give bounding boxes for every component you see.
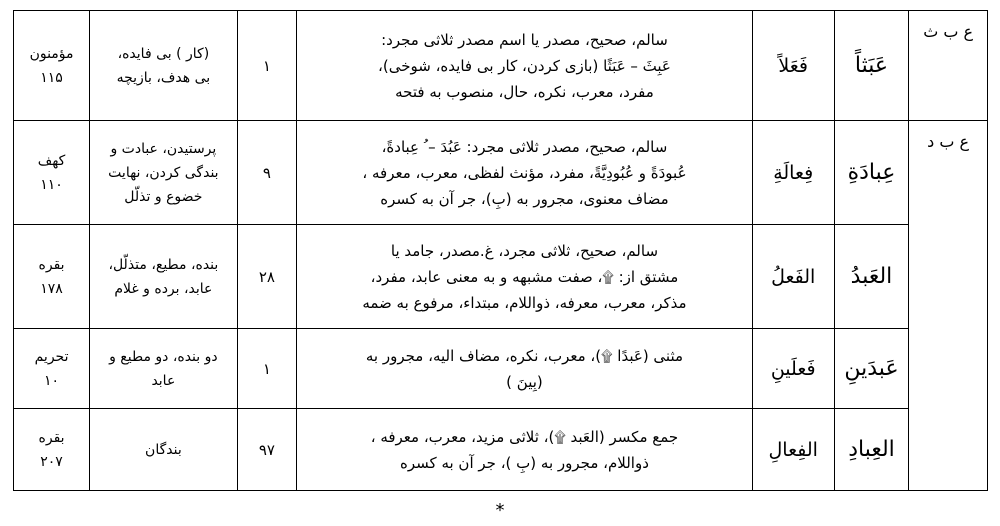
reference-verse: ۱۱۵: [40, 69, 63, 86]
description-line: جمع مکسر (العَبد ۩)، ثلاثی مزید، معرب، معرفه ،: [370, 427, 679, 446]
reference-surah: کهف: [37, 152, 66, 169]
meaning-cell: [90, 121, 238, 225]
meaning-line: بی هدف، بازیچه: [116, 69, 211, 86]
meaning-line: بنده، مطیع، متذلّل،: [108, 256, 219, 273]
table-row: [14, 11, 988, 121]
count-cell: ۱: [237, 329, 297, 409]
meaning-line: دو بنده، دو مطیع و: [109, 348, 218, 365]
reference-surah: بقره: [38, 256, 65, 273]
description-cell: [297, 409, 752, 491]
count-cell: ۲۸: [237, 225, 297, 329]
word-cell: عَبَثاً: [834, 11, 909, 121]
description-line: مثنی (عَبدًا ۩)، معرب، نکره، مضاف الیه، مجرور به: [365, 346, 684, 365]
pattern-cell: الفَعلُ: [752, 225, 834, 329]
reference-verse: ۲۰۷: [40, 453, 63, 470]
pattern-cell: فَعَلاً: [752, 11, 834, 121]
description-cell: [297, 329, 752, 409]
meaning-cell: [90, 11, 238, 121]
description-line: مفرد، معرب، نکره، حال، منصوب به فتحه: [395, 82, 654, 101]
description-line: سالم، صحیح، ثلاثی مجرد، غ.مصدر، جامد یا: [390, 241, 659, 260]
table-row: [14, 225, 988, 329]
count-cell: ۱: [237, 11, 297, 121]
meaning-cell: [90, 409, 238, 491]
meaning-line: خضوع و تذلّل: [124, 188, 203, 205]
reference-surah: بقره: [38, 429, 65, 446]
reference-cell: [14, 11, 90, 121]
reference-cell: [14, 409, 90, 491]
footnote-marker: *: [495, 500, 505, 521]
description-line: مضاف معنوی، مجرور به (بِ)، جر آن به کسره: [380, 189, 669, 208]
description-cell: [297, 225, 752, 329]
description-line: ذواللام، مجرور به (بِ )، جر آن به کسره: [400, 453, 649, 472]
table-row: [14, 409, 988, 491]
meaning-line: (کار ) بی فایده،: [117, 45, 210, 62]
word-cell: عَبدَینِ: [834, 329, 909, 409]
reference-surah: تحریم: [34, 348, 69, 365]
table-row: [14, 329, 988, 409]
description-cell: [297, 11, 752, 121]
count-cell: ۹۷: [237, 409, 297, 491]
description-line: سالم، صحیح، مصدر یا اسم مصدر ثلاثی مجرد:: [381, 30, 668, 49]
reference-verse: ۱۱۰: [40, 176, 63, 193]
reference-surah: مؤمنون: [29, 45, 74, 62]
root-cell: ع ب ث: [909, 11, 988, 121]
table-row: [14, 121, 988, 225]
description-line: مذکر، معرب، معرفه، ذواللام، مبتداء، مرفوع به ضمه: [362, 293, 687, 312]
description-line: (بِینَ ): [506, 372, 543, 391]
reference-verse: ۱۰: [44, 372, 60, 389]
count-cell: ۹: [237, 121, 297, 225]
description-line: مشتق از: ۩، صفت مشبهه و به معنی عابد، مفرد،: [370, 267, 679, 286]
meaning-line: بندگی کردن، نهایت: [108, 164, 219, 181]
word-cell: العَبدُ: [834, 225, 909, 329]
pattern-cell: فِعالَةِ: [752, 121, 834, 225]
lexicon-table: [13, 10, 988, 491]
description-line: سالم، صحیح، مصدر ثلاثی مجرد: عَبُدَ – ُ عِبادةً،: [381, 137, 668, 156]
pattern-cell: الفِعالِ: [752, 409, 834, 491]
reference-cell: [14, 121, 90, 225]
meaning-line: بندگان: [145, 441, 182, 458]
word-cell: العِبادِ: [834, 409, 909, 491]
pattern-cell: فَعلَینِ: [752, 329, 834, 409]
word-cell: عِبادَةِ: [834, 121, 909, 225]
meaning-cell: [90, 225, 238, 329]
description-cell: [297, 121, 752, 225]
meaning-line: عابد: [151, 372, 176, 389]
reference-verse: ۱۷۸: [40, 280, 63, 297]
meaning-line: پرستیدن، عبادت و: [110, 140, 217, 157]
reference-cell: [14, 329, 90, 409]
description-line: عُبودَةً و عُبُودِیَّةً، مفرد، مؤنث لفظی، معرب، معرفه ،: [362, 163, 687, 182]
reference-cell: [14, 225, 90, 329]
meaning-line: عابد، برده و غلام: [114, 280, 213, 297]
root-cell: ع ب د: [909, 121, 988, 491]
description-line: عَبِثَ – عَبَثًا (بازی کردن، کار بی فایده، شوخی)،: [378, 56, 671, 75]
meaning-cell: [90, 329, 238, 409]
